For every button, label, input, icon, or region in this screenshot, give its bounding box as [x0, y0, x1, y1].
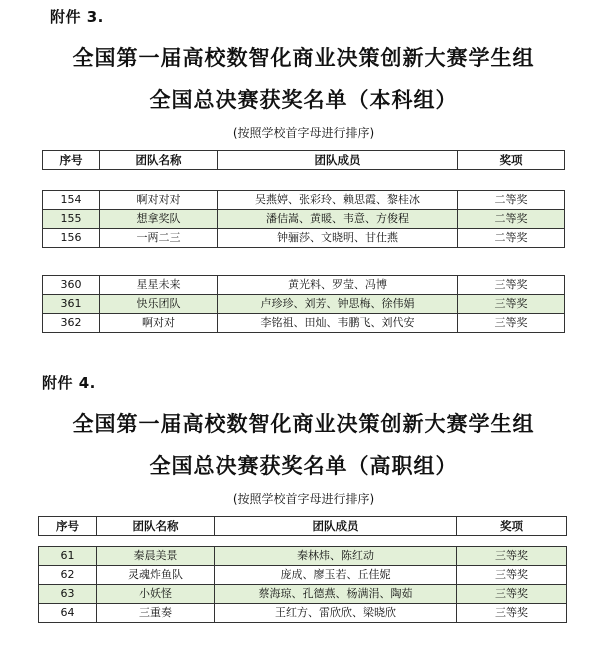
cell-team: 秦晨美景: [97, 547, 215, 566]
sort-note: (按照学校首字母进行排序): [232, 492, 375, 506]
awards-table: [42, 275, 565, 333]
cell-award: 三等奖: [458, 276, 565, 295]
table-row: [43, 191, 565, 210]
cell-no: 361: [43, 295, 100, 314]
cell-members: 黄光料、罗莹、冯博: [218, 276, 458, 295]
cell-no: 360: [43, 276, 100, 295]
awards-table: [42, 190, 565, 248]
cell-no: 63: [39, 585, 97, 604]
header-cell-no: 序号: [39, 517, 97, 536]
cell-members: 王红方、雷欣欣、梁晓欣: [215, 604, 457, 623]
header-cell-members: 团队成员: [218, 151, 458, 170]
attachment-label: 附件 4.: [42, 374, 96, 392]
document-title: 全国第一届高校数智化商业决策创新大赛学生组: [72, 412, 535, 436]
cell-members: 蔡海琼、孔德燕、杨满涓、陶茹: [215, 585, 457, 604]
cell-team: 灵魂炸鱼队: [97, 566, 215, 585]
cell-members: 秦林炜、陈红动: [215, 547, 457, 566]
sort-note: (按照学校首字母进行排序): [232, 126, 375, 140]
cell-no: 155: [43, 210, 100, 229]
cell-no: 156: [43, 229, 100, 248]
cell-award: 三等奖: [458, 314, 565, 333]
cell-award: 三等奖: [457, 547, 567, 566]
cell-no: 62: [39, 566, 97, 585]
cell-team: 想拿奖队: [100, 210, 218, 229]
header-cell-award: 奖项: [458, 151, 565, 170]
cell-award: 二等奖: [458, 191, 565, 210]
table-row: [43, 276, 565, 295]
cell-team: 星星未来: [100, 276, 218, 295]
document-subtitle: 全国总决赛获奖名单（本科组）: [149, 88, 458, 112]
cell-members: 钟骊莎、文晓明、甘仕燕: [218, 229, 458, 248]
table-row: [39, 547, 567, 566]
cell-team: 一两二三: [100, 229, 218, 248]
awards-table: [38, 546, 567, 623]
table-row: [39, 585, 567, 604]
header-cell-members: 团队成员: [215, 517, 457, 536]
header-table: [42, 150, 565, 170]
cell-team: 啊对对对: [100, 191, 218, 210]
header-cell-team: 团队名称: [97, 517, 215, 536]
cell-team: 三重奏: [97, 604, 215, 623]
table-row: [39, 604, 567, 623]
document-subtitle: 全国总决赛获奖名单（高职组）: [149, 454, 458, 478]
cell-members: 庞成、廖玉若、丘佳妮: [215, 566, 457, 585]
cell-award: 二等奖: [458, 210, 565, 229]
document-title: 全国第一届高校数智化商业决策创新大赛学生组: [72, 46, 535, 70]
cell-award: 三等奖: [457, 604, 567, 623]
cell-team: 小妖怪: [97, 585, 215, 604]
table-row: [43, 229, 565, 248]
header-cell-award: 奖项: [457, 517, 567, 536]
header-cell-team: 团队名称: [100, 151, 218, 170]
cell-award: 三等奖: [457, 585, 567, 604]
cell-award: 三等奖: [458, 295, 565, 314]
cell-award: 三等奖: [457, 566, 567, 585]
header-table: [38, 516, 567, 536]
attachment-label: 附件 3.: [50, 8, 104, 26]
cell-team: 快乐团队: [100, 295, 218, 314]
table-row: [39, 566, 567, 585]
cell-no: 154: [43, 191, 100, 210]
cell-members: 潘佶嵩、黄暖、韦意、方俊程: [218, 210, 458, 229]
table-row: [43, 210, 565, 229]
cell-no: 64: [39, 604, 97, 623]
cell-award: 二等奖: [458, 229, 565, 248]
cell-members: 李铭祖、田灿、韦鹏飞、刘代安: [218, 314, 458, 333]
table-row: [43, 295, 565, 314]
cell-members: 卢珍珍、刘芳、钟思梅、徐伟娟: [218, 295, 458, 314]
table-row: [43, 314, 565, 333]
cell-team: 啊对对: [100, 314, 218, 333]
cell-members: 吴燕婷、张彩玲、赖思霞、黎桂冰: [218, 191, 458, 210]
header-cell-no: 序号: [43, 151, 100, 170]
cell-no: 362: [43, 314, 100, 333]
cell-no: 61: [39, 547, 97, 566]
